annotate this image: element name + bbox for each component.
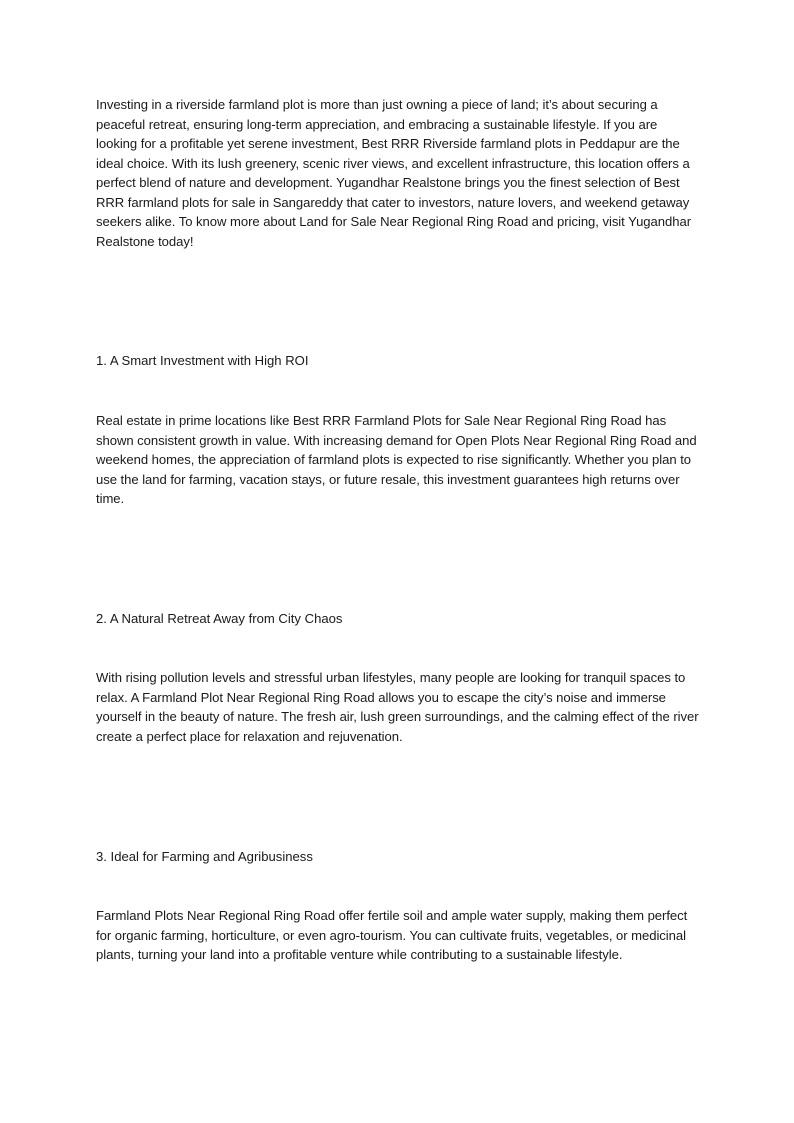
section-body-natural-retreat: With rising pollution levels and stressful urban lifestyles, many people are looking for tranquil spaces to relax. A Farmland Plot Near Regional Ring Road allows you to escape the city’s noise and immerse yourself in the beauty of nature. The fresh air, lush green surroundings, and the calming effect of the river create a perfect place for relaxation and rejuvenation. bbox=[96, 670, 699, 744]
section-heading-farming-agribusiness: 3. Ideal for Farming and Agribusiness bbox=[96, 849, 313, 864]
section-heading-smart-investment: 1. A Smart Investment with High ROI bbox=[96, 353, 309, 368]
section-body-farming-agribusiness: Farmland Plots Near Regional Ring Road offer fertile soil and ample water supply, making them perfect for organic farming, horticulture, or even agro-tourism. You can cultivate fruits, vegetables, or medicinal plants, turning your land into a profitable venture while contributing to a sustainable lifestyle. bbox=[96, 908, 688, 962]
section-heading-natural-retreat: 2. A Natural Retreat Away from City Chaos bbox=[96, 611, 343, 626]
section-body-smart-investment: Real estate in prime locations like Best RRR Farmland Plots for Sale Near Regional Ring Road has shown consistent growth in value. With increasing demand for Open Plots Near Regional Ring Road and weekend homes, the appreciation of farmland plots is expected to rise significantly. Whether you plan to use the land for farming, vacation stays, or future resale, this investment guarantees high returns over time. bbox=[96, 413, 697, 506]
intro-paragraph: Investing in a riverside farmland plot is more than just owning a piece of land; it’s about securing a peaceful retreat, ensuring long-term appreciation, and embracing a sustainable lifestyle. If you are looking for a profitable yet serene investment, Best RRR Riverside farmland plots in Peddapur are the ideal choice. With its lush greenery, scenic river views, and excellent infrastructure, this location offers a perfect blend of nature and development. Yugandhar Realstone brings you the finest selection of Best RRR farmland plots for sale in Sangareddy that cater to investors, nature lovers, and weekend getaway seekers alike. To know more about Land for Sale Near Regional Ring Road and pricing, visit Yugandhar Realstone today! bbox=[96, 97, 692, 249]
